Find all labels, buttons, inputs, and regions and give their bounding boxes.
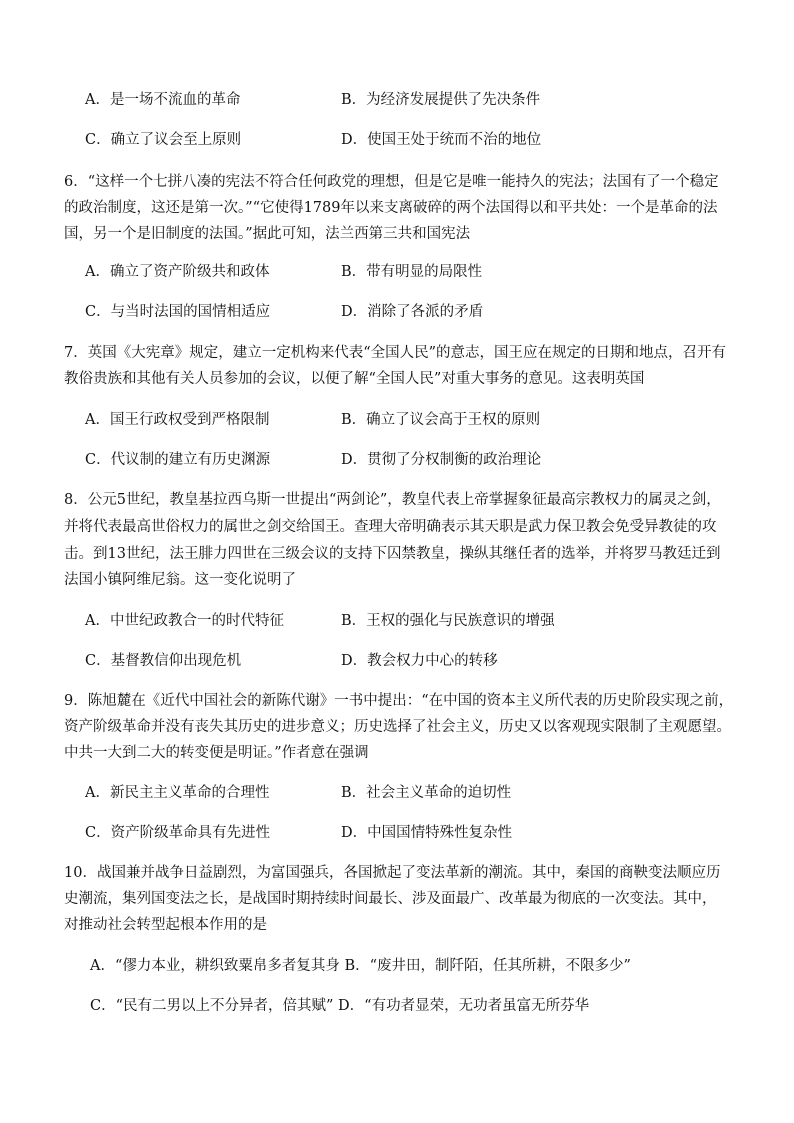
q8-option-d: D．教会权力中心的转移	[341, 653, 498, 669]
q5-option-a: A．是一场不流血的革命	[85, 92, 241, 108]
q7-option-c: C．代议制的建立有历史渊源	[85, 452, 271, 468]
q9-option-b: B．社会主义革命的迫切性	[341, 785, 512, 801]
q6-option-d: D．消除了各派的矛盾	[341, 304, 484, 320]
q8-option-b: B．王权的强化与民族意识的增强	[341, 613, 555, 629]
q8-stem-line-3: 击。到13世纪，法王腓力四世在三级会议的支持下囚禁教皇，操纵其继任者的选举，并将罗马教廷迁到	[64, 546, 721, 562]
q7-option-b: B．确立了议会高于王权的原则	[341, 412, 541, 428]
q7-option-d: D．贯彻了分权制衡的政治理论	[341, 452, 542, 468]
q7-stem-line-2: 教俗贵族和其他有关人员参加的会议，以便了解“全国人民”对重大事务的意见。这表明英国	[64, 371, 645, 387]
q5-option-b: B．为经济发展提供了先决条件	[341, 92, 541, 108]
q10-stem-line-3: 对推动社会转型起根本作用的是	[64, 917, 267, 933]
q8-stem-line-4: 法国小镇阿维尼翁。这一变化说明了	[64, 572, 296, 588]
q9-stem-line-2: 资产阶级革命并没有丧失其历史的进步意义；历史选择了社会主义，历史又以客观现实限制了主观愿望。	[64, 719, 731, 735]
q9-stem-line-3: 中共一大到二大的转变便是明证。”作者意在强调	[64, 745, 369, 761]
q8-stem-line-1: 8．公元5世纪，教皇基拉西乌斯一世提出“两剑论”，教皇代表上帝掌握象征最高宗教权力的属灵之剑，	[64, 492, 721, 508]
q8-stem-line-2: 并将代表最高世俗权力的属世之剑交给国王。查理大帝明确表示其天职是武力保卫教会免受异教徒的攻	[64, 519, 717, 535]
q9-option-c: C．资产阶级革命具有先进性	[85, 825, 271, 841]
q8-option-a: A．中世纪政教合一的时代特征	[85, 613, 284, 629]
q8-option-c: C．基督教信仰出现危机	[85, 653, 242, 669]
q6-option-c: C．与当时法国的国情相适应	[85, 304, 271, 320]
q10-options-cd: C．“民有二男以上不分异者，倍其赋” D．“有功者显荣，无功者虽富无所芬华	[90, 998, 590, 1014]
q5-option-c: C．确立了议会至上原则	[85, 132, 242, 148]
q6-stem-line-1: 6．“这样一个七拼八凑的宪法不符合任何政党的理想，但是它是唯一能持久的宪法；法国有了一个稳定	[64, 174, 719, 190]
q10-stem-line-1: 10．战国兼并战争日益剧烈，为富国强兵，各国掀起了变法革新的潮流。其中，秦国的商鞅变法顺应历	[64, 865, 721, 881]
q6-stem-line-3: 国，另一个是旧制度的法国。”据此可知，法兰西第三共和国宪法	[64, 226, 471, 242]
q6-stem-line-2: 的政治制度，这还是第一次。”“它使得1789年以来支离破碎的两个法国得以和平共处：一个是革命的法	[64, 200, 718, 216]
q7-stem-line-1: 7．英国《大宪章》规定，建立一定机构来代表“全国人民”的意志，国王应在规定的日期和地点，召开有	[64, 345, 727, 361]
q7-option-a: A．国王行政权受到严格限制	[85, 412, 270, 428]
q9-option-a: A．新民主主义革命的合理性	[85, 785, 270, 801]
q9-option-d: D．中国国情特殊性复杂性	[341, 825, 513, 841]
q10-options-ab: A．“僇力本业，耕织致粟帛多者复其身 B．“废井田，制阡陌，任其所耕，不限多少”	[90, 958, 631, 974]
q10-stem-line-2: 史潮流，集列国变法之长，是战国时期持续时间最长、涉及面最广、改革最为彻底的一次变法。其中，	[64, 891, 717, 907]
q6-option-a: A．确立了资产阶级共和政体	[85, 264, 270, 280]
q9-stem-line-1: 9．陈旭麓在《近代中国社会的新陈代谢》一书中提出：“在中国的资本主义所代表的历史阶段实现之前，	[64, 693, 734, 709]
q5-option-d: D．使国王处于统而不治的地位	[341, 132, 542, 148]
q6-option-b: B．带有明显的局限性	[341, 264, 483, 280]
